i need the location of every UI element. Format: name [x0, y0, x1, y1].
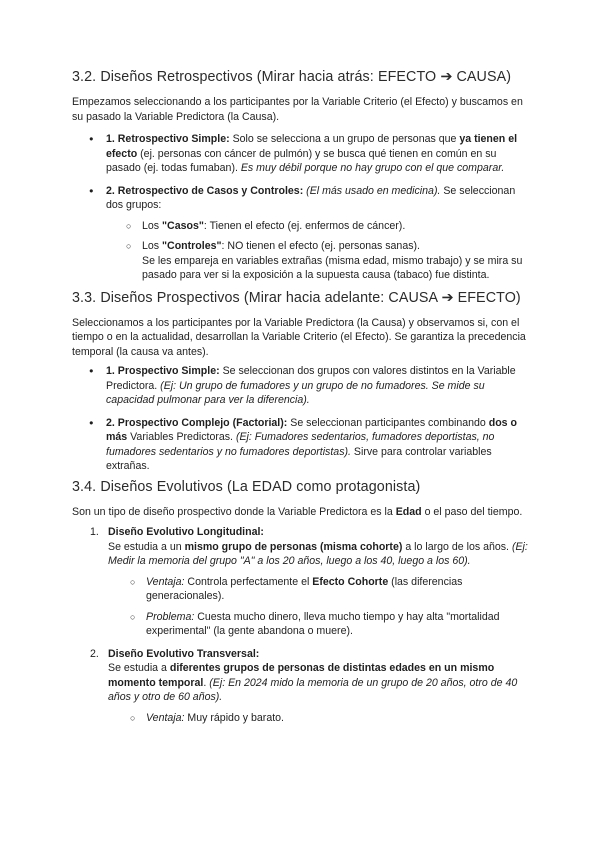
list-item [72, 132, 532, 176]
sub-text: : Tienen el efecto (ej. enfermos de cáncer). [203, 219, 406, 232]
section-evolutivos [72, 478, 532, 726]
item-note: (Ej: En 2024 mido la memoria de un grupo de 20 años, otro de 40 años y otro de 60 años). [108, 676, 518, 703]
document-content [72, 68, 532, 733]
item-text: a lo largo de los años. [402, 540, 512, 553]
sub-list [106, 219, 532, 283]
sub-bold: "Casos" [162, 219, 204, 232]
sub-list [108, 711, 532, 726]
sub-label: Ventaja: [146, 711, 185, 724]
item-note: Es muy débil porque no hay grupo con el que comparar. [240, 162, 505, 174]
item-text: Se seleccionan dos grupos: [106, 184, 516, 211]
numbered-item [72, 647, 532, 726]
section-intro [72, 505, 532, 520]
intro-text: o el paso del tiempo. [421, 505, 523, 518]
item-text: Se seleccionan participantes combinando [287, 416, 489, 429]
bullet-list [72, 132, 532, 283]
item-text: Se seleccionan dos grupos con valores distintos en la Variable Predictora. [106, 365, 516, 392]
bullet-list [72, 364, 532, 474]
item-text: . [203, 676, 210, 689]
section-intro: Seleccionamos a los participantes por la Variable Predictora (la Causa) y observamos si, con el tiempo o en la actualidad, desarrollan la Variable Criterio (el Efecto). Se garantiza la precedencia temporal (la causa va antes). [72, 316, 526, 358]
sub-text: Controla perfectamente el [184, 575, 313, 588]
item-bold: mismo grupo de personas (misma cohorte) [184, 540, 403, 553]
sub-list-item [108, 711, 532, 726]
list-item [72, 184, 532, 283]
item-text: Solo se selecciona a un grupo de personas que [229, 133, 460, 145]
item-text: Variables Predictoras. [127, 431, 236, 443]
item-text: Sirve para controlar variables extrañas. [106, 445, 492, 472]
sub-text: Se les empareja en variables extrañas (misma edad, mismo trabajo) y se mira su pasado para ver si la exposición a la supuesta causa (tabaco) fue distinta. [142, 254, 523, 281]
sub-list [108, 575, 532, 639]
sub-list-item [106, 219, 532, 234]
sub-text: Los [142, 240, 163, 252]
sub-text: Cuesta mucho dinero, lleva mucho tiempo y hay alta "mortalidad experimental" (la gente abandona o muere). [146, 610, 500, 637]
item-number: 2. [90, 647, 99, 660]
item-bold: dos o más [106, 416, 517, 443]
item-heading: Diseño Evolutivo Longitudinal: [108, 526, 264, 538]
section-title: 3.2. Diseños Retrospectivos (Mirar hacia atrás: EFECTO ➔ CAUSA) [72, 69, 512, 85]
item-lead: 1. Retrospectivo Simple: [106, 133, 230, 145]
sub-text: Los [142, 219, 163, 232]
sub-text: : NO tienen el efecto (ej. personas sanas). [221, 240, 420, 252]
item-lead: 2. Prospectivo Complejo (Factorial): [106, 416, 288, 429]
item-text: (ej. personas con cáncer de pulmón) y se busca qué tienen en común en su pasado (ej. todas fumaban). [106, 147, 497, 174]
numbered-list [72, 525, 532, 725]
item-bold: ya tienen el efecto [106, 133, 518, 160]
section-prospectivos [72, 289, 532, 474]
list-item [72, 416, 532, 474]
section-title: 3.4. Diseños Evolutivos (La EDAD como protagonista) [72, 478, 421, 495]
sub-label: Ventaja: [146, 575, 185, 588]
item-lead: 1. Prospectivo Simple: [106, 365, 220, 377]
item-lead: 2. Retrospectivo de Casos y Controles: [106, 184, 304, 197]
item-note: (Ej: Fumadores sedentarios, fumadores deportistas, no fumadores sedentarios y no fumadores deportistas). [106, 431, 495, 458]
item-note: (El más usado en medicina). [306, 184, 441, 197]
item-note: (Ej: Un grupo de fumadores y un grupo de no fumadores. Se mide su capacidad pulmonar para ver la diferencia). [106, 379, 485, 406]
sub-list-item [106, 239, 532, 283]
section-title: 3.3. Diseños Prospectivos (Mirar hacia adelante: CAUSA ➔ EFECTO) [72, 289, 521, 306]
item-bold: diferentes grupos de personas de distintas edades en un mismo momento temporal [108, 662, 495, 689]
item-heading: Diseño Evolutivo Transversal: [108, 647, 260, 660]
item-text: Se estudia a un [108, 540, 185, 553]
intro-text: Son un tipo de diseño prospectivo donde la Variable Predictora es la [72, 505, 396, 518]
numbered-item [72, 525, 532, 639]
item-text: Se estudia a [108, 662, 170, 674]
sub-text: (las diferencias generacionales). [146, 575, 463, 602]
sub-bold: "Controles" [162, 240, 222, 252]
intro-bold: Edad [395, 505, 422, 518]
sub-list-item [108, 610, 532, 639]
item-note: (Ej: Medir la memoria del grupo "A" a los 20 años, luego a los 40, luego a los 60). [108, 540, 528, 567]
section-intro: Empezamos seleccionando a los participantes por la Variable Criterio (el Efecto) y buscamos en su pasado la Variable Predictora (la Causa). [72, 96, 523, 123]
item-number: 1. [90, 526, 99, 538]
sub-list-item [108, 575, 532, 604]
list-item [72, 364, 532, 408]
sub-text: Muy rápido y barato. [184, 711, 284, 724]
section-retrospectivos [72, 68, 532, 283]
sub-bold: Efecto Cohorte [312, 575, 389, 588]
sub-label: Problema: [146, 610, 195, 623]
